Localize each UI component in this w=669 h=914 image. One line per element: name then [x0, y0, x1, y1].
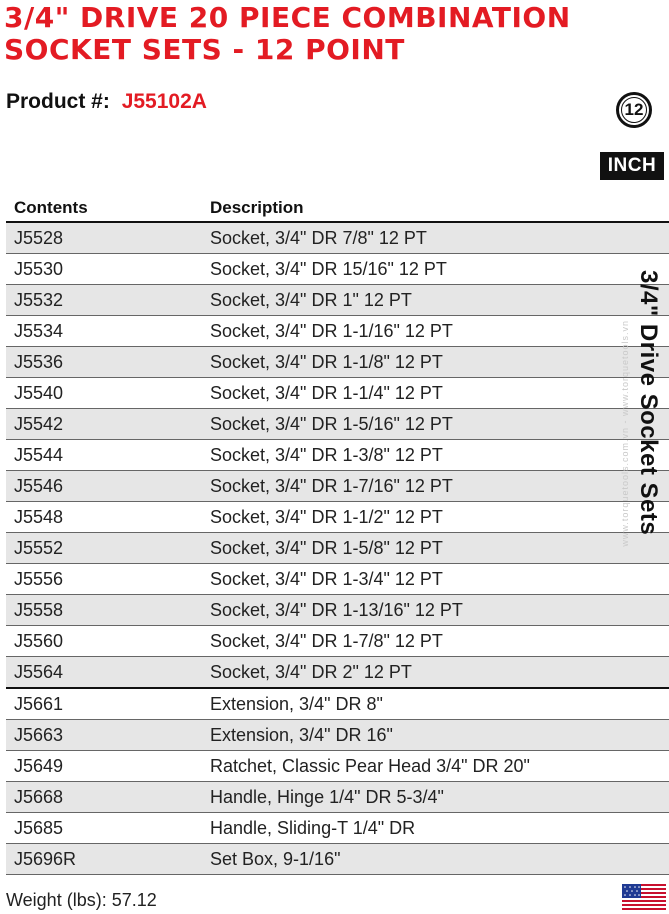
description-cell: Socket, 3/4" DR 1-1/16" 12 PT [202, 316, 669, 347]
table-row [6, 688, 669, 720]
table-row [6, 502, 669, 533]
part-number-cell: J5696R [6, 844, 202, 875]
table-header-row [6, 194, 669, 222]
table-row [6, 720, 669, 751]
description-cell: Socket, 3/4" DR 1-5/16" 12 PT [202, 409, 669, 440]
part-number-cell: J5544 [6, 440, 202, 471]
description-cell: Socket, 3/4" DR 1-7/8" 12 PT [202, 626, 669, 657]
description-cell: Socket, 3/4" DR 1-3/8" 12 PT [202, 440, 669, 471]
table-row [6, 564, 669, 595]
part-number-cell: J5668 [6, 782, 202, 813]
table-row [6, 844, 669, 875]
inch-badge [600, 152, 664, 180]
description-cell: Socket, 3/4" DR 15/16" 12 PT [202, 254, 669, 285]
watermark: www.torquetools.com.vn - www.torquetools.vn [620, 320, 630, 547]
side-category-label [634, 270, 669, 670]
description-cell: Extension, 3/4" DR 16" [202, 720, 669, 751]
table-row [6, 347, 669, 378]
table-row [6, 440, 669, 471]
twelve-point-badge-icon [616, 92, 652, 128]
description-cell: Set Box, 9-1/16" [202, 844, 669, 875]
part-number-cell: J5532 [6, 285, 202, 316]
part-number-cell: J5661 [6, 688, 202, 720]
table-row [6, 471, 669, 502]
contents-column-header: Contents [6, 194, 202, 222]
table-row [6, 378, 669, 409]
description-cell: Socket, 3/4" DR 1-7/16" 12 PT [202, 471, 669, 502]
description-cell: Handle, Hinge 1/4" DR 5-3/4" [202, 782, 669, 813]
part-number-cell: J5548 [6, 502, 202, 533]
part-number-cell: J5685 [6, 813, 202, 844]
product-code: J55102A [121, 90, 207, 113]
table-row [6, 751, 669, 782]
title-line-2: SOCKET SETS - 12 POINT [4, 33, 405, 66]
point-badge-label: 12 [624, 100, 644, 119]
table-row [6, 316, 669, 347]
description-cell: Socket, 3/4" DR 1-3/4" 12 PT [202, 564, 669, 595]
description-column-header: Description [202, 194, 669, 222]
description-cell: Socket, 3/4" DR 1-5/8" 12 PT [202, 533, 669, 564]
part-number-cell: J5536 [6, 347, 202, 378]
contents-table [6, 194, 669, 875]
part-number-cell: J5556 [6, 564, 202, 595]
table-row [6, 782, 669, 813]
part-number-cell: J5558 [6, 595, 202, 626]
table-row [6, 409, 669, 440]
description-cell: Socket, 3/4" DR 1-13/16" 12 PT [202, 595, 669, 626]
product-label: Product #: [6, 90, 110, 113]
description-cell: Socket, 3/4" DR 1-1/2" 12 PT [202, 502, 669, 533]
description-cell: Socket, 3/4" DR 1-1/4" 12 PT [202, 378, 669, 409]
table-row [6, 533, 669, 564]
table-row [6, 813, 669, 844]
part-number-cell: J5542 [6, 409, 202, 440]
description-cell: Ratchet, Classic Pear Head 3/4" DR 20" [202, 751, 669, 782]
part-number-cell: J5552 [6, 533, 202, 564]
description-cell: Socket, 3/4" DR 1" 12 PT [202, 285, 669, 316]
inch-badge-label: INCH [607, 155, 657, 176]
part-number-cell: J5649 [6, 751, 202, 782]
description-cell: Socket, 3/4" DR 1-1/8" 12 PT [202, 347, 669, 378]
part-number-cell: J5540 [6, 378, 202, 409]
part-number-cell: J5560 [6, 626, 202, 657]
part-number-cell: J5530 [6, 254, 202, 285]
table-row [6, 657, 669, 689]
table-row [6, 254, 669, 285]
weight-label: Weight (lbs): 57.12 [6, 890, 157, 910]
table-row [6, 626, 669, 657]
part-number-cell: J5534 [6, 316, 202, 347]
description-cell: Socket, 3/4" DR 2" 12 PT [202, 657, 669, 689]
part-number-cell: J5528 [6, 222, 202, 254]
description-cell: Handle, Sliding-T 1/4" DR [202, 813, 669, 844]
us-flag-icon [622, 884, 666, 910]
table-row [6, 595, 669, 626]
page-title [4, 2, 669, 66]
part-number-cell: J5546 [6, 471, 202, 502]
part-number-cell: J5564 [6, 657, 202, 689]
description-cell: Extension, 3/4" DR 8" [202, 688, 669, 720]
table-row [6, 285, 669, 316]
part-number-cell: J5663 [6, 720, 202, 751]
title-line-1: 3/4" DRIVE 20 PIECE COMBINATION [4, 1, 571, 34]
product-number [6, 90, 207, 114]
side-label-text: 3/4" Drive Socket Sets [635, 270, 662, 536]
table-row [6, 222, 669, 254]
description-cell: Socket, 3/4" DR 7/8" 12 PT [202, 222, 669, 254]
